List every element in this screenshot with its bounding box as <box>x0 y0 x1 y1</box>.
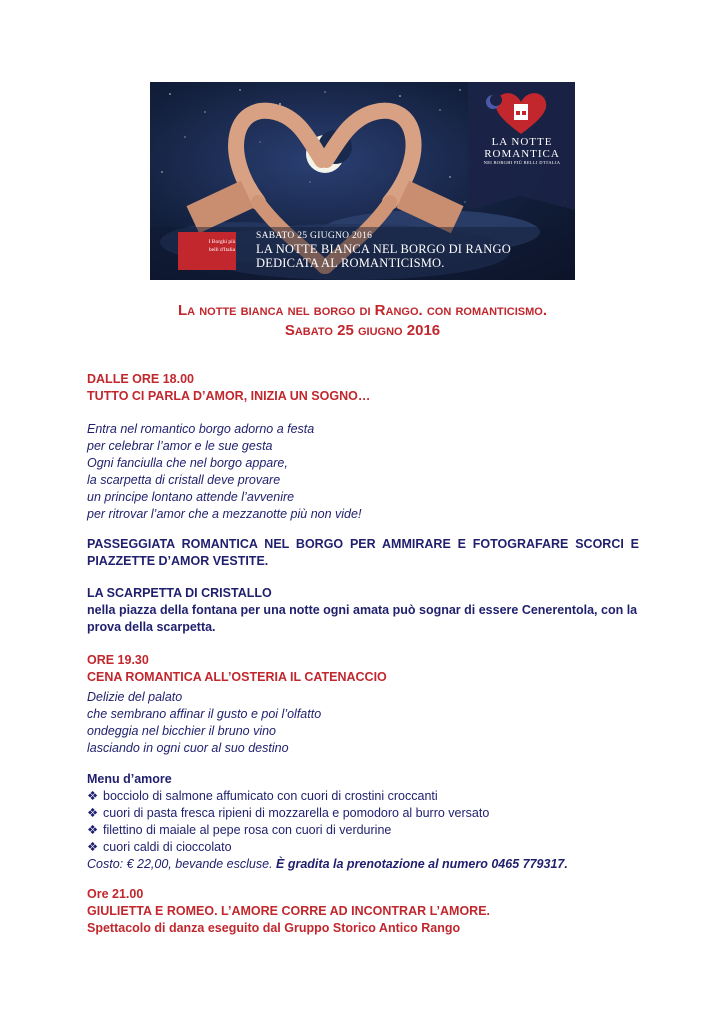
menu-heading: Menu d’amore <box>87 772 172 786</box>
poem-2 <box>87 689 639 757</box>
diamond-bullet-icon: ❖ <box>87 823 99 837</box>
section-time: ORE 19.30 <box>87 653 149 667</box>
scarpetta-block <box>87 585 639 636</box>
menu-item <box>87 839 639 856</box>
poem-1 <box>87 421 639 523</box>
section-1800 <box>87 371 639 405</box>
passeggiata-paragraph: PASSEGGIATA ROMANTICA NEL BORGO PER AMMIRARE E FOTOGRAFARE SCORCI E PIAZZETTE D’AMOR VESTITE. <box>87 537 639 568</box>
logo-title-line1: LA NOTTE <box>491 136 553 148</box>
poem-line: la scarpetta di cristall deve provare <box>87 473 281 487</box>
menu-item <box>87 822 639 839</box>
section-1930 <box>87 652 639 686</box>
diamond-bullet-icon: ❖ <box>87 806 99 820</box>
menu-item <box>87 805 639 822</box>
banner-date: SABATO 25 GIUGNO 2016 <box>256 231 373 241</box>
borghi-logo <box>178 232 236 270</box>
menu-item <box>87 788 639 805</box>
poem-line: lasciando in ogni cuor al suo destino <box>87 741 289 755</box>
poem-line: per celebrar l’amor e le sue gesta <box>87 439 273 453</box>
menu-block <box>87 771 639 873</box>
diamond-bullet-icon: ❖ <box>87 789 99 803</box>
menu-item-text: bocciolo di salmone affumicato con cuori di crostini croccanti <box>103 789 438 803</box>
borghi-logo-text: I Borghi più belli d'Italia <box>208 239 236 253</box>
poem-line: Ogni fanciulla che nel borgo appare, <box>87 456 288 470</box>
section-2100 <box>87 886 639 937</box>
banner-headline: LA NOTTE BIANCA NEL BORGO DI RANGO <box>256 242 511 256</box>
poem-line: un principe lontano attende l’avvenire <box>87 490 295 504</box>
poem-line: per ritrovar l’amor che a mezzanotte più non vide! <box>87 507 362 521</box>
menu-item-text: filettino di maiale al pepe rosa con cuori di verdurine <box>103 823 392 837</box>
section-heading: TUTTO CI PARLA D’AMOR, INIZIA UN SOGNO… <box>87 389 371 403</box>
notte-romantica-logo <box>476 136 568 166</box>
banner-subheadline: DEDICATA AL ROMANTICISMO. <box>256 256 445 270</box>
section-time: DALLE ORE 18.00 <box>87 372 194 386</box>
logo-title-line2: ROMANTICA <box>484 148 560 160</box>
event-banner <box>150 82 575 280</box>
poem-line: Entra nel romantico borgo adorno a festa <box>87 422 315 436</box>
scarpetta-heading: LA SCARPETTA DI CRISTALLO <box>87 586 272 600</box>
poem-line: Delizie del palato <box>87 690 183 704</box>
logo-subtitle: NEI BORGHI PIÙ BELLI D'ITALIA <box>483 160 561 165</box>
scarpetta-text: nella piazza della fontana per una notte ogni amata può sognar di essere Cenerentola, con la prova della scarpetta. <box>87 603 638 634</box>
poem-line: ondeggia nel bicchier il bruno vino <box>87 724 277 738</box>
poem-line: che sembrano affinar il gusto e poi l’olfatto <box>87 707 322 721</box>
menu-item-text: cuori di pasta fresca ripieni di mozzarella e pomodoro al burro versato <box>103 806 490 820</box>
menu-item-text: cuori caldi di cioccolato <box>103 840 232 854</box>
section-time: Ore 21.00 <box>87 887 144 901</box>
menu-cost-line <box>87 856 639 873</box>
section-heading: CENA ROMANTICA ALL’OSTERIA IL CATENACCIO <box>87 670 387 684</box>
menu-booking: È gradita la prenotazione al numero 0465 779317. <box>276 857 568 871</box>
page-date: Sabato 25 giugno 2016 <box>284 322 441 339</box>
diamond-bullet-icon: ❖ <box>87 840 99 854</box>
section-text: Spettacolo di danza eseguito dal Gruppo Storico Antico Rango <box>87 921 461 935</box>
menu-list <box>87 788 639 856</box>
menu-cost: Costo: € 22,00, bevande escluse. <box>87 857 273 871</box>
page-title: La notte bianca nel borgo di Rango. con romanticismo. <box>177 302 548 319</box>
section-heading: GIULIETTA E ROMEO. L’AMORE CORRE AD INCONTRAR L’AMORE. <box>87 904 491 918</box>
